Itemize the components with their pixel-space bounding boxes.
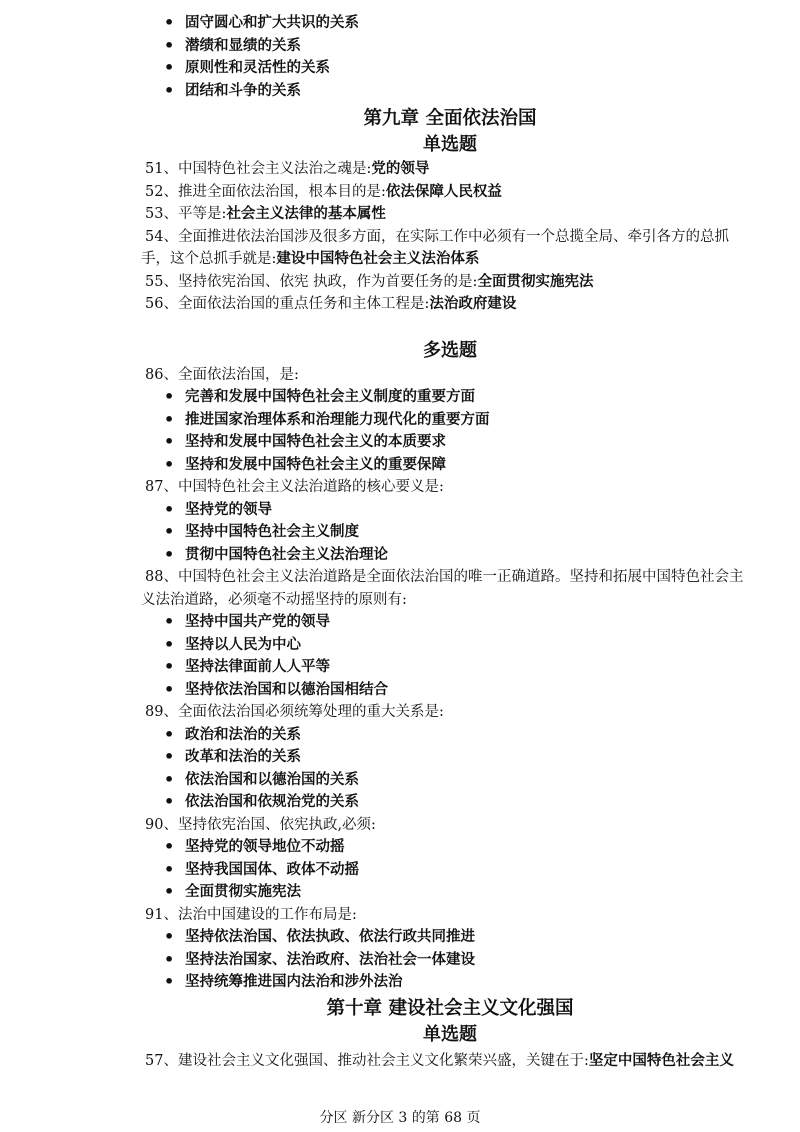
- question-54-cont: [141, 248, 756, 271]
- list-item: • 坚持统筹推进国内法治和涉外法治: [158, 971, 800, 994]
- list-item: • 改革和法治的关系: [158, 746, 800, 769]
- options-90: [0, 836, 800, 904]
- list-item: • 推进国家治理体系和治理能力现代化的重要方面: [158, 409, 800, 432]
- answer-text: 建设中国特色社会主义法治体系: [276, 251, 480, 267]
- list-item: • 坚持中国特色社会主义制度: [158, 521, 800, 544]
- options-89: [0, 724, 800, 814]
- list-item: • 固守圆心和扩大共识的关系: [158, 12, 800, 35]
- question-54: [145, 226, 760, 249]
- list-item: • 坚持依法治国、依法执政、依法行政共同推进: [158, 926, 800, 949]
- question-88-cont: 义法治道路，必须毫不动摇坚持的原则有:: [141, 591, 407, 608]
- answer-text: 依法保障人民权益: [385, 183, 502, 200]
- ch9-multi-heading: 多选题: [423, 339, 477, 361]
- chapter-9-title: 第九章 全面依法治国: [363, 108, 537, 129]
- options-86: [0, 386, 800, 476]
- list-item: • 坚持党的领导: [158, 499, 800, 522]
- list-item: • 政治和法治的关系: [158, 724, 800, 747]
- list-item: • 坚持依法治国和以德治国相结合: [158, 679, 800, 702]
- answer-text: 坚定中国特色社会主义: [588, 1052, 734, 1069]
- list-item: • 依法治国和依规治党的关系: [158, 791, 800, 814]
- list-item: • 坚持以人民为中心: [158, 634, 800, 657]
- list-item: • 贯彻中国特色社会主义法治理论: [158, 544, 800, 567]
- answer-text: 社会主义法律的基本属性: [226, 206, 386, 222]
- list-item: • 坚持党的领导地位不动摇: [158, 836, 800, 859]
- question-86: 86、全面依法治国，是:: [145, 366, 299, 383]
- question-55: [145, 271, 760, 294]
- list-item: • 坚持我国国体、政体不动摇: [158, 859, 800, 882]
- question-text: 57、建设社会主义文化强国、推动社会主义文化繁荣兴盛，关键在于:: [145, 1052, 589, 1069]
- question-51: [145, 158, 760, 181]
- question-87: 87、中国特色社会主义法治道路的核心要义是:: [145, 479, 444, 495]
- list-item: • 坚持和发展中国特色社会主义的重要保障: [158, 454, 800, 477]
- answer-text: 法治政府建设: [429, 296, 517, 312]
- question-53: [145, 203, 760, 226]
- question-text: 56、全面依法治国的重点任务和主体工程是:: [145, 296, 430, 312]
- list-item: • 团结和斗争的关系: [158, 80, 800, 103]
- question-text: 51、中国特色社会主义法治之魂是:: [145, 161, 372, 177]
- list-item: • 坚持法律面前人人平等: [158, 656, 800, 679]
- options-88: [0, 611, 800, 701]
- question-89: 89、全面依法治国必须统筹处理的重大关系是:: [145, 704, 444, 720]
- options-91: [0, 926, 800, 994]
- list-item: • 坚持法治国家、法治政府、法治社会一体建设: [158, 949, 800, 972]
- ch10-single-heading: 单选题: [423, 1023, 477, 1045]
- top-bullet-list: [0, 12, 800, 102]
- question-57: [145, 1050, 760, 1073]
- question-text: 手，这个总抓手就是:: [141, 251, 277, 267]
- list-item: • 坚持和发展中国特色社会主义的本质要求: [158, 431, 800, 454]
- list-item: • 依法治国和以德治国的关系: [158, 769, 800, 792]
- question-56: [145, 293, 760, 316]
- page-footer: 分区 新分区 3 的第 68 页: [319, 1110, 481, 1126]
- question-text: 52、推进全面依法治国，根本目的是:: [145, 183, 386, 200]
- question-88: 88、中国特色社会主义法治道路是全面依法治国的唯一正确道路。坚持和拓展中国特色社会主: [145, 569, 744, 585]
- ch9-single-heading: 单选题: [423, 134, 477, 155]
- list-item: • 坚持中国共产党的领导: [158, 611, 800, 634]
- question-text: 54、全面推进依法治国涉及很多方面，在实际工作中必须有一个总揽全局、牵引各方的总抓: [145, 228, 729, 245]
- question-text: 53、平等是:: [145, 206, 227, 222]
- question-52: [145, 181, 760, 204]
- answer-text: 党的领导: [371, 161, 430, 177]
- question-91: 91、法治中国建设的工作布局是:: [145, 906, 357, 923]
- list-item: • 完善和发展中国特色社会主义制度的重要方面: [158, 386, 800, 409]
- answer-text: 全面贯彻实施宪法: [477, 273, 594, 290]
- options-87: [0, 499, 800, 567]
- list-item: • 全面贯彻实施宪法: [158, 881, 800, 904]
- question-90: 90、坚持依宪治国、依宪执政,必须:: [145, 816, 376, 833]
- list-item: • 潜绩和显绩的关系: [158, 35, 800, 58]
- chapter-10-title: 第十章 建设社会主义文化强国: [326, 997, 574, 1019]
- list-item: • 原则性和灵活性的关系: [158, 57, 800, 80]
- question-text: 55、坚持依宪治国、依宪 执政，作为首要任务的是:: [145, 273, 478, 290]
